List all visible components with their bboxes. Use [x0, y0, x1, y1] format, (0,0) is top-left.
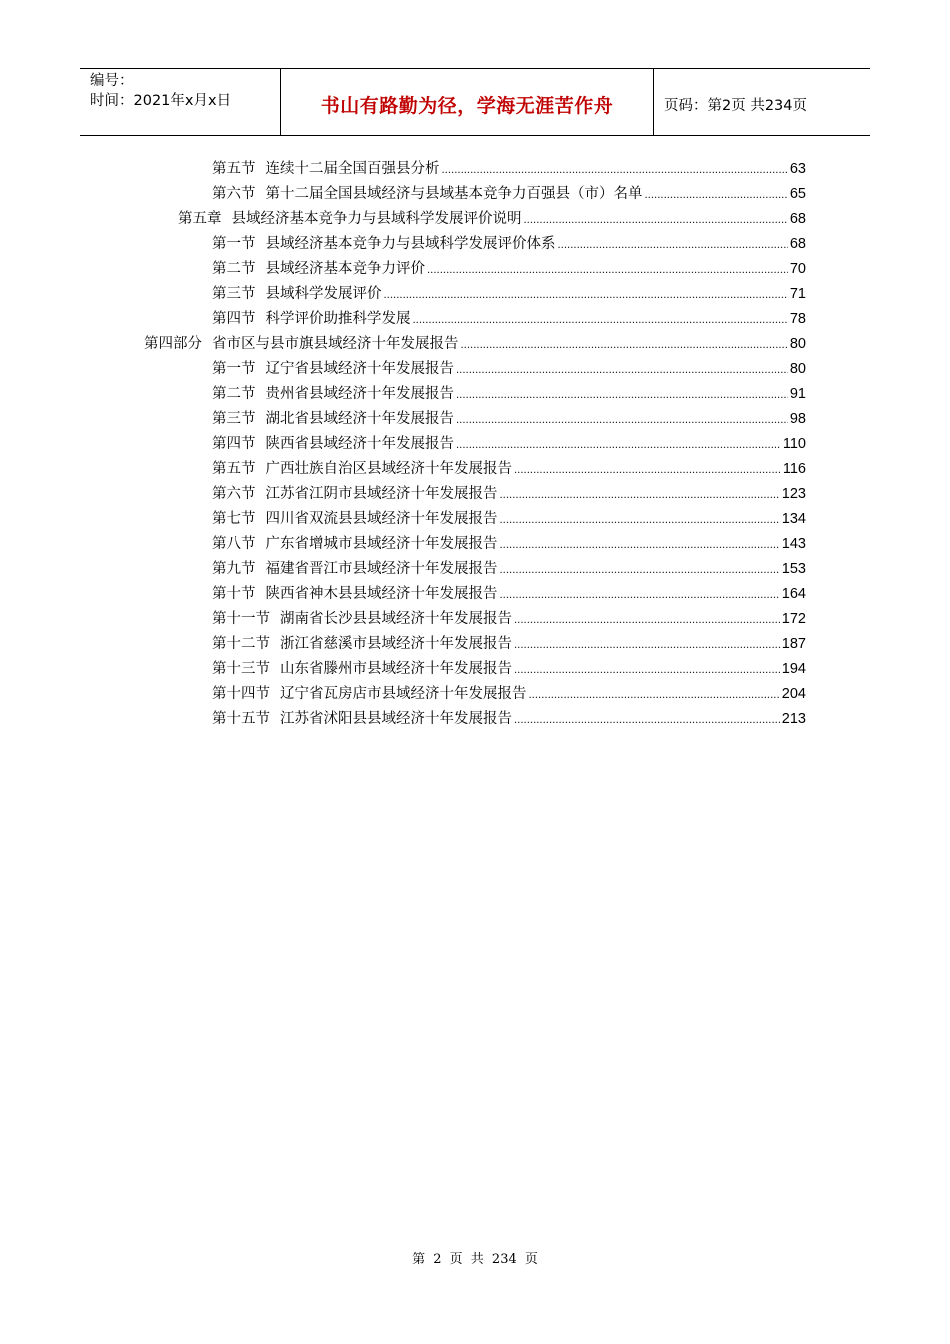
toc-entry-number: 第十一节	[212, 611, 270, 627]
toc-entry[interactable]	[212, 458, 806, 480]
toc-entry[interactable]	[212, 558, 806, 580]
header-motto: 书山有路勤为径，学海无涯苦作舟	[281, 69, 654, 135]
toc-entry[interactable]	[178, 208, 806, 230]
header-page-info: 页码：第2页 共234页	[664, 97, 808, 114]
toc-entry-title: 湖北省县域经济十年发展报告	[265, 411, 454, 427]
toc-entry[interactable]	[212, 683, 806, 705]
toc-entry[interactable]	[212, 433, 806, 455]
toc-entry-title: 广西壮族自治区县域经济十年发展报告	[265, 461, 512, 477]
toc-entry-title: 陕西省县域经济十年发展报告	[265, 436, 454, 452]
toc-entry-number: 第十二节	[212, 636, 270, 652]
toc-entry-page: 213	[781, 711, 806, 727]
toc-entry-number: 第一节	[212, 236, 256, 252]
toc-entry-title: 山东省滕州市县域经济十年发展报告	[280, 661, 512, 677]
toc-leader	[645, 185, 788, 207]
toc-entry[interactable]	[212, 658, 806, 680]
toc-entry-title: 四川省双流县县域经济十年发展报告	[265, 511, 498, 527]
toc-leader	[456, 385, 788, 407]
toc-entry-page: 71	[789, 286, 806, 302]
toc-entry-page: 116	[782, 461, 806, 477]
toc-entry-page: 172	[781, 611, 806, 627]
toc-entry[interactable]	[212, 358, 806, 380]
toc-entry-title: 辽宁省县域经济十年发展报告	[265, 361, 454, 377]
toc-entry-title: 县域经济基本竞争力与县域科学发展评价体系	[265, 236, 556, 252]
toc-entry-page: 164	[781, 586, 806, 602]
toc-entry-page: 98	[789, 411, 806, 427]
toc-entry-page: 70	[789, 261, 806, 277]
toc-entry-title: 贵州省县域经济十年发展报告	[265, 386, 454, 402]
toc-leader	[427, 260, 788, 282]
toc-entry-number: 第六节	[212, 486, 256, 502]
toc-entry-page: 91	[789, 386, 806, 402]
toc-entry-page: 63	[789, 161, 806, 177]
toc-leader	[514, 710, 780, 732]
toc-entry-page: 78	[789, 311, 806, 327]
toc-leader	[500, 560, 780, 582]
toc-entry-page: 134	[781, 511, 806, 527]
toc-entry-page: 110	[782, 436, 806, 452]
toc-entry[interactable]	[212, 283, 806, 305]
toc-leader	[558, 235, 788, 257]
toc-entry-page: 68	[789, 211, 806, 227]
toc-entry-number: 第二节	[212, 261, 256, 277]
toc-entry-page: 80	[789, 361, 806, 377]
toc-entry-title: 县域经济基本竞争力与县域科学发展评价说明	[231, 211, 522, 227]
toc-entry-number: 第五节	[212, 461, 256, 477]
toc-leader	[442, 160, 788, 182]
toc-entry-number: 第七节	[212, 511, 256, 527]
toc-entry-number: 第二节	[212, 386, 256, 402]
toc-entry-page: 123	[781, 486, 806, 502]
toc-leader	[500, 585, 780, 607]
toc-entry[interactable]	[212, 408, 806, 430]
toc-entry[interactable]	[212, 183, 806, 205]
toc-entry-number: 第九节	[212, 561, 256, 577]
toc-leader	[413, 310, 788, 332]
toc-entry-title: 浙江省慈溪市县域经济十年发展报告	[280, 636, 512, 652]
toc-entry-title: 辽宁省瓦房店市县域经济十年发展报告	[280, 686, 527, 702]
toc-entry-number: 第三节	[212, 286, 256, 302]
toc-entry-title: 江苏省江阴市县域经济十年发展报告	[265, 486, 498, 502]
toc-entry-title: 湖南省长沙县县域经济十年发展报告	[280, 611, 512, 627]
toc-entry-number: 第五节	[212, 161, 256, 177]
toc-entry-number: 第六节	[212, 186, 256, 202]
toc-entry[interactable]	[212, 158, 806, 180]
toc-leader	[456, 435, 781, 457]
toc-entry-page: 204	[781, 686, 806, 702]
toc-entry-title: 广东省增城市县域经济十年发展报告	[265, 536, 498, 552]
toc-entry-page: 143	[781, 536, 806, 552]
time-label: 时间：2021年x月x日	[90, 93, 232, 109]
toc-entry-title: 县域科学发展评价	[265, 286, 382, 302]
toc-entry[interactable]	[212, 308, 806, 330]
toc-entry[interactable]	[144, 333, 806, 355]
page-footer: 第 2 页 共 234 页	[412, 1252, 538, 1267]
toc-entry-number: 第五章	[178, 211, 222, 227]
toc-entry-title: 第十二届全国县域经济与县域基本竞争力百强县（市）名单	[265, 186, 643, 202]
toc-leader	[456, 360, 788, 382]
toc-leader	[384, 285, 788, 307]
toc-entry-number: 第三节	[212, 411, 256, 427]
toc-entry-number: 第一节	[212, 361, 256, 377]
toc-leader	[500, 535, 780, 557]
toc-entry-title: 连续十二届全国百强县分析	[265, 161, 440, 177]
toc-entry-title: 福建省晋江市县域经济十年发展报告	[265, 561, 498, 577]
toc-entry-page: 65	[789, 186, 806, 202]
toc-entry-title: 县域经济基本竞争力评价	[265, 261, 425, 277]
toc-entry-number: 第八节	[212, 536, 256, 552]
toc-entry[interactable]	[212, 508, 806, 530]
toc-entry-title: 江苏省沭阳县县域经济十年发展报告	[280, 711, 512, 727]
toc-entry-number: 第四部分	[144, 336, 202, 352]
toc-leader	[529, 685, 780, 707]
toc-entry[interactable]	[212, 533, 806, 555]
toc-entry[interactable]	[212, 233, 806, 255]
toc-entry[interactable]	[212, 483, 806, 505]
toc-entry[interactable]	[212, 583, 806, 605]
toc-entry-number: 第十四节	[212, 686, 270, 702]
page-header	[80, 68, 870, 136]
toc-entry-number: 第十三节	[212, 661, 270, 677]
serial-label: 编号：	[90, 73, 134, 89]
toc-entry-number: 第四节	[212, 311, 256, 327]
toc-entry-number: 第四节	[212, 436, 256, 452]
toc-entry[interactable]	[212, 383, 806, 405]
toc-entry[interactable]	[212, 708, 806, 730]
toc-entry-page: 153	[781, 561, 806, 577]
toc-entry-title: 省市区与县市旗县域经济十年发展报告	[212, 336, 459, 352]
toc-leader	[514, 610, 780, 632]
toc-entry-page: 187	[781, 636, 806, 652]
toc-entry-page: 80	[789, 336, 806, 352]
toc-entry-title: 科学评价助推科学发展	[265, 311, 411, 327]
header-meta	[80, 69, 281, 135]
toc-leader	[461, 335, 788, 357]
toc-leader	[500, 510, 780, 532]
toc-entry-page: 194	[781, 661, 806, 677]
toc-leader	[456, 410, 788, 432]
toc-leader	[514, 460, 781, 482]
toc-entry[interactable]	[212, 608, 806, 630]
toc-entry-title: 陕西省神木县县域经济十年发展报告	[265, 586, 498, 602]
toc-leader	[500, 485, 780, 507]
toc-leader	[524, 210, 788, 232]
toc-entry[interactable]	[212, 258, 806, 280]
toc-leader	[514, 660, 780, 682]
toc-entry-page: 68	[789, 236, 806, 252]
toc-entry-number: 第十五节	[212, 711, 270, 727]
toc-entry-number: 第十节	[212, 586, 256, 602]
toc-entry[interactable]	[212, 633, 806, 655]
toc-leader	[514, 635, 780, 657]
